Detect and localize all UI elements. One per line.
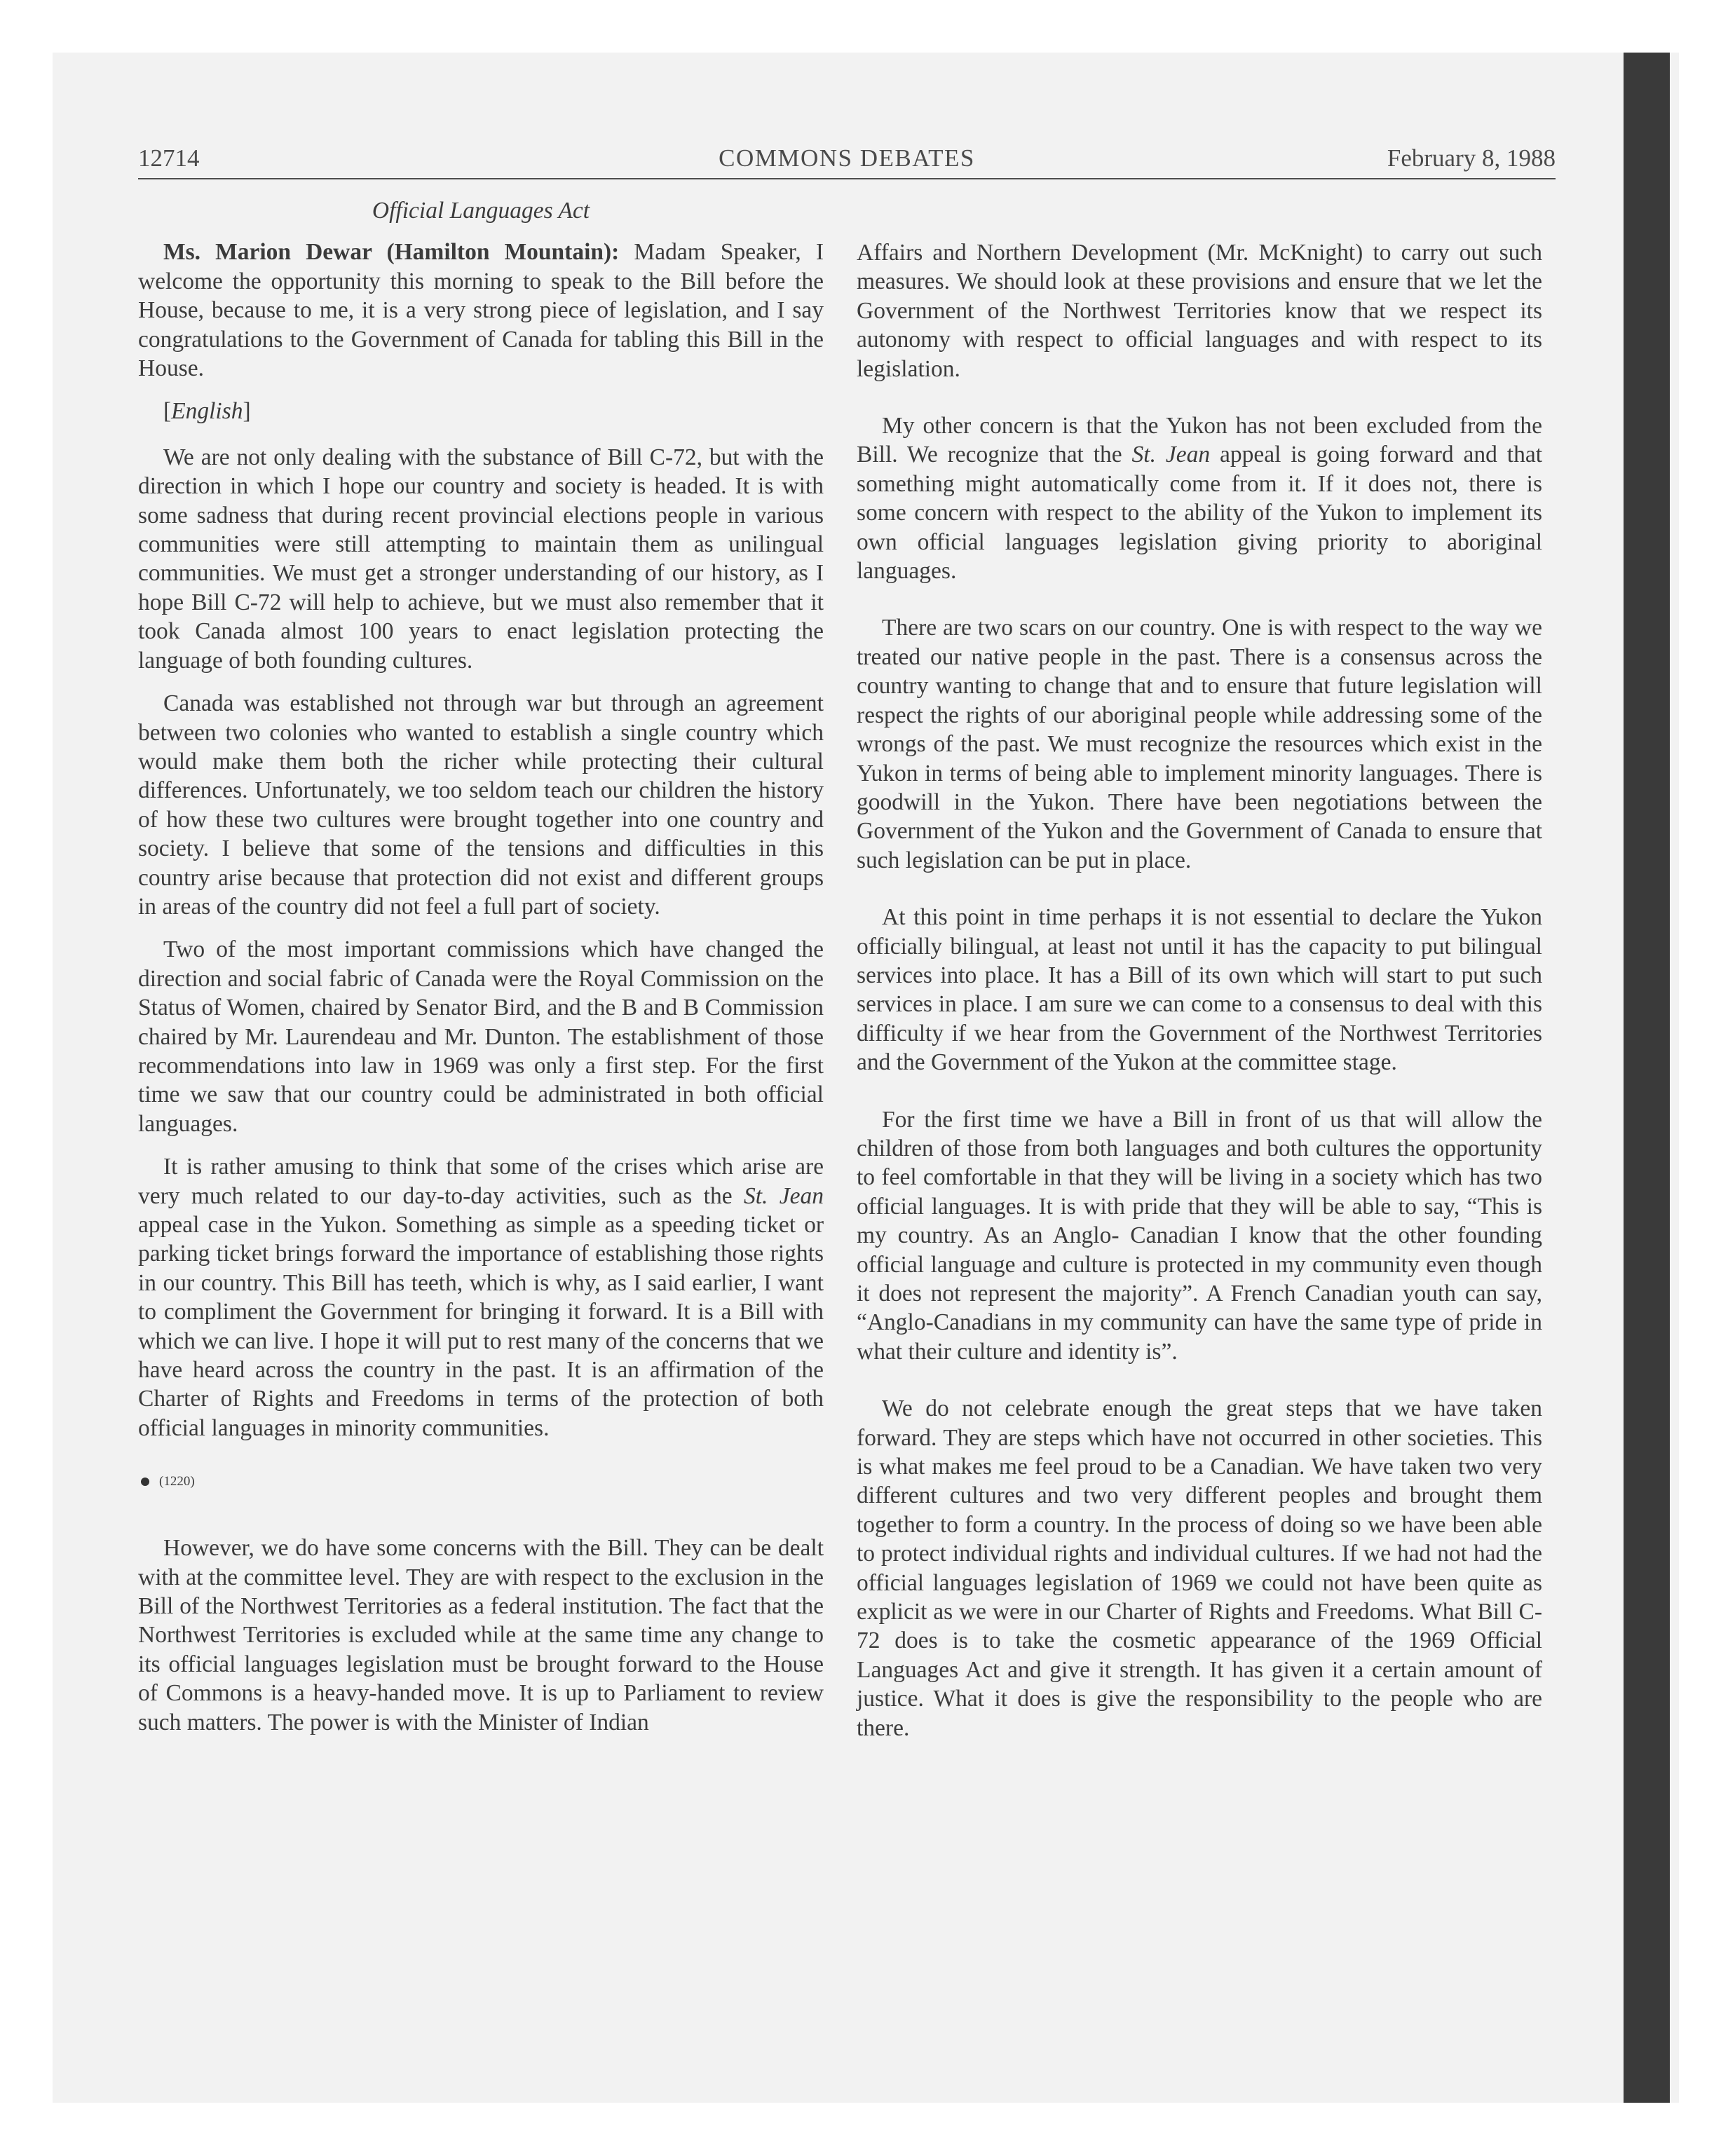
header-rule — [138, 178, 1556, 179]
page-number: 12714 — [138, 144, 200, 172]
paragraph-text: It is rather amusing to think that some of the crises which arise are very much related to our day-to-day activities, such as the — [138, 1154, 824, 1209]
language-tag: [English] — [163, 398, 251, 425]
scan-edge-shadow — [1624, 53, 1670, 2103]
section-title: Official Languages Act — [372, 198, 590, 224]
publication-title: COMMONS DEBATES — [719, 144, 975, 172]
language-tag-text: English — [171, 398, 243, 425]
right-column — [857, 238, 1542, 1770]
st-jean-paragraph — [138, 1152, 824, 1442]
paragraph: We do not celebrate enough the great steps that we have taken forward. They are steps which have not occurred in other societies. This is what makes me feel proud to be a Canadian. We have taken two very different cultures and two very different peoples and brought them together to form a country. In the process of doing so we have been able to protect individual rights and individual cultures. If we had not had the official languages legislation of 1969 we could not have been quite as explicit as we were in our Charter of Rights and Freedoms. What Bill C-72 does is to take the cosmetic appearance of the 1969 Official Languages Act and give it strength. It has given it a certain amount of justice. What it does is give the responsibility to the people who are there. — [857, 1396, 1542, 1741]
bullet-icon — [141, 1478, 149, 1486]
paragraph-continuation: Affairs and Northern Development (Mr. McKnight) to carry out such measures. We should look at these provisions and ensure that we let the Government of the Northwest Territories know that we respect its autonomy with respect to official languages and with respect to its legislation. — [857, 240, 1542, 382]
time-mark-text: (1220) — [159, 1474, 195, 1489]
case-name: St. Jean — [1131, 442, 1211, 468]
paragraph: For the first time we have a Bill in front of us that will allow the children of those from both languages and both cultures the opportunity to feel comfortable in that they will be living in a society which has two official languages. It is with pride that they will be able to say, “This is my country. As an Anglo- Canadian I know that the other founding official language and culture is protected in my community even though it does not represent the majority”. A French Canadian youth can say, “Anglo-Canadians in my community can have the same type of pride in what their culture and identity is”. — [857, 1106, 1542, 1365]
left-column — [138, 196, 824, 1751]
yukon-paragraph — [857, 411, 1542, 585]
paragraph: Two of the most important commissions which have changed the direction and social fabric of Canada were the Royal Commission on the Status of Women, chaired by Senator Bird, and the B and B Commission chaired by Mr. Laurendeau and Mr. Dunton. The establishment of those recommendations into law in 1969 was only a first step. For the first time we saw that our country could be administrated in both official languages. — [138, 936, 824, 1137]
time-mark — [138, 1468, 824, 1496]
speaker-paragraph — [138, 238, 824, 383]
speaker-name: Ms. Marion Dewar (Hamilton Mountain): — [163, 239, 620, 266]
paragraph: At this point in time perhaps it is not essential to declare the Yukon officially bilingual, at least not until it has the capacity to put bilingual services into place. It has a Bill of its own which will start to put such services in place. I am sure we can come to a consensus to deal with this difficulty if we hear from the Government of the Northwest Territories and the Government of the Yukon at the committee stage. — [857, 904, 1542, 1076]
paragraph-text: My other concern is that the Yukon has not been excluded from the Bill. We recognize that the — [857, 413, 1542, 468]
page-header — [138, 140, 1556, 177]
paragraph: We are not only dealing with the substance of Bill C-72, but with the direction in which I hope our country and society is headed. It is with some sadness that during recent provincial elections people in various communities were still attempting to maintain them as unilingual communities. We must get a stronger understanding of our history, as I hope Bill C-72 will help to achieve, but we must also remember that it took Canada almost 100 years to enact legislation protecting the language of both founding cultures. — [138, 444, 824, 674]
paragraph-text: appeal case in the Yukon. Something as simple as a speeding ticket or parking ticket brings forward the importance of establishing those rights in our country. This Bill has teeth, which is why, as I said earlier, I want to compliment the Government for bringing it forward. It is a Bill with which we can live. I hope it will put to rest many of the concerns that we have heard across the country in the past. It is an affirmation of the Charter of Rights and Freedoms in terms of the protection of both official languages in minority communities. — [138, 1212, 824, 1441]
case-name: St. Jean — [743, 1182, 824, 1209]
paragraph: However, we do have some concerns with the Bill. They can be dealt with at the committee level. They are with respect to the exclusion in the Bill of the Northwest Territories as a federal institution. The fact that the Northwest Territories is excluded while at the same time any change to its official languages legislation must be brought forward to the House of Commons is a heavy-handed move. It is up to Parliament to review such matters. The power is with the Minister of Indian — [138, 1535, 824, 1735]
speaker-opening-text: Madam Speaker, I welcome the opportunity this morning to speak to the Bill before the House, because to me, it is a very strong piece of legislation, and I say congratulations to the Government of Canada for tabling this Bill in the House. — [138, 239, 824, 382]
paragraph-text: appeal is going forward and that something might automatically come from it. If it does not, there is some concern with respect to the ability of the Yukon to implement its own official languages legislation giving priority to aboriginal languages. — [857, 442, 1543, 585]
paragraph: There are two scars on our country. One is with respect to the way we treated our native people in the past. There is a consensus across the country wanting to change that and to ensure that future legislation will respect the rights of our aboriginal people while addressing some of the wrongs of the past. We must recognize the resources which exist in the Yukon in terms of being able to implement minority languages. There is goodwill in the Yukon. There have been negotiations between the Government of the Yukon and the Government of Canada to ensure that such legislation can be put in place. — [857, 615, 1542, 873]
paragraph: Canada was established not through war but through an agreement between two colonies who wanted to establish a single country which would make them both the richer while protecting their cultural differences. Unfortunately, we too seldom teach our children the history of how these two cultures were brought together into one country and society. I believe that some of the tensions and difficulties in this country arise because that protection did not exist and different groups in areas of the country did not feel a full part of society. — [138, 690, 824, 920]
publication-date: February 8, 1988 — [1387, 144, 1556, 172]
